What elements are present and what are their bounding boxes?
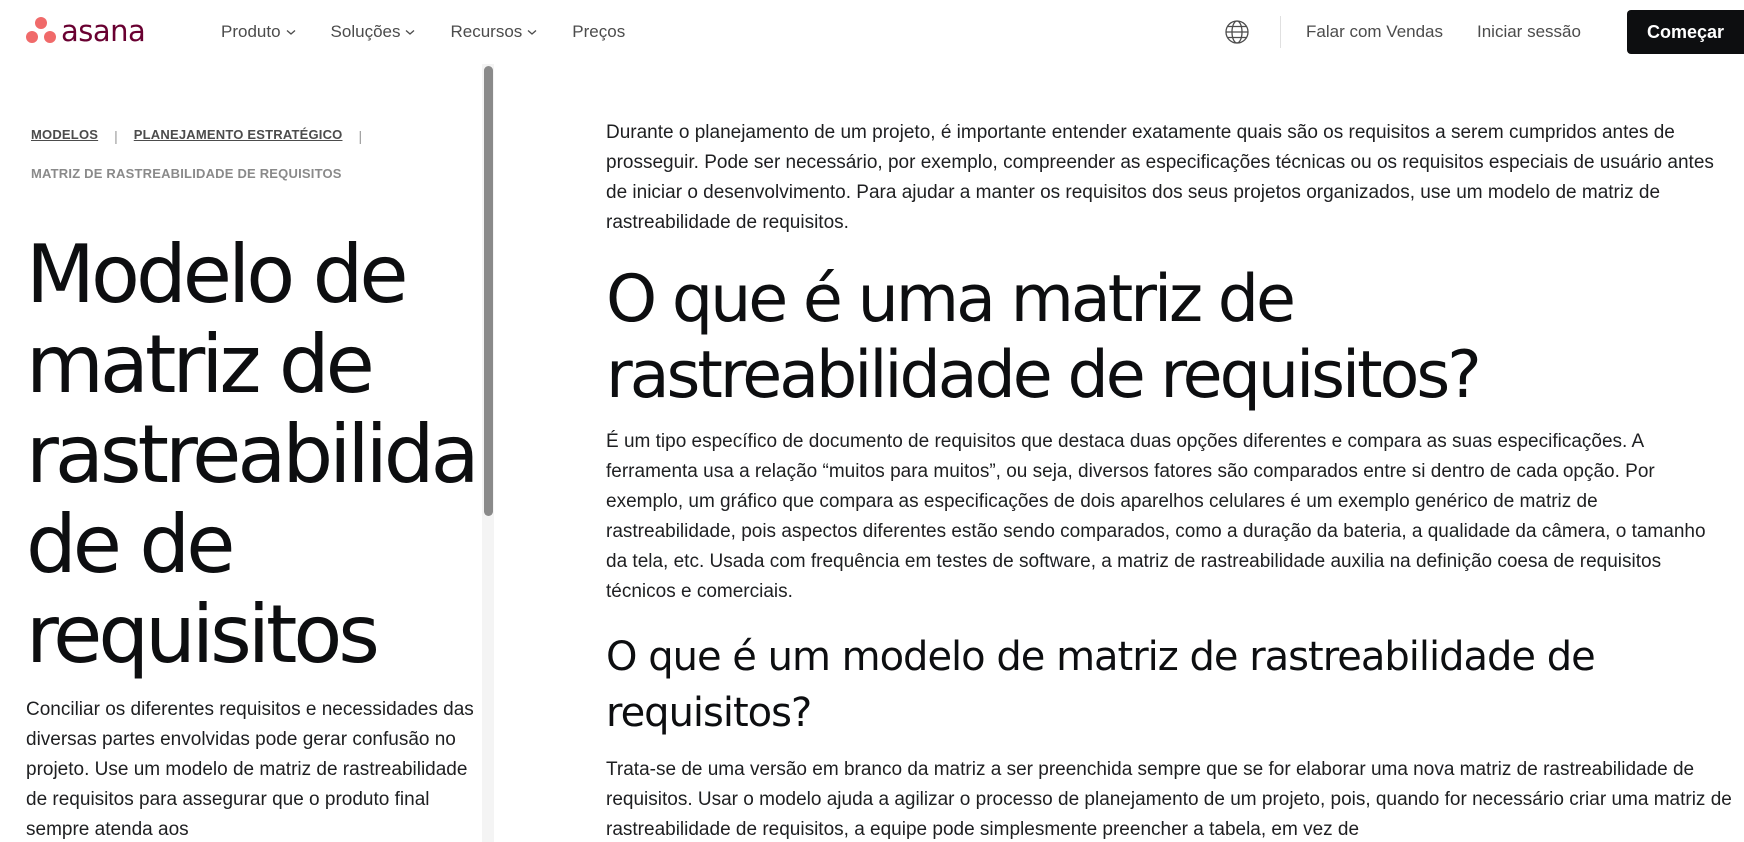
left-sticky-panel (0, 64, 494, 842)
heading-line: O que é uma matriz de (606, 262, 1294, 337)
nav-recursos[interactable] (450, 22, 538, 42)
nav-solucoes[interactable] (331, 22, 417, 42)
chevron-down-icon (404, 26, 416, 38)
page-title-line: de de (26, 498, 232, 591)
globe-icon[interactable] (1224, 19, 1250, 45)
heading-line: O que é um modelo de matriz de rastreabilidade de (606, 634, 1595, 680)
page-title (26, 230, 494, 680)
talk-to-sales-link[interactable]: Falar com Vendas (1306, 22, 1444, 41)
asana-logo[interactable] (26, 14, 146, 48)
chevron-down-icon (526, 26, 538, 38)
lead-paragraph: Conciliar os diferentes requisitos e necessidades das diversas partes envolvidas pode gerar confusão no projeto. Use um modelo de matriz de rastreabilidade de requisitos para assegurar que o produto final sempre atenda aos (26, 699, 474, 840)
intro-paragraph: Durante o planejamento de um projeto, é importante entender exatamente quais são os requisitos a serem cumpridos antes de prosseguir. Pode ser necessário, por exemplo, compreender as especificações técnicas ou os requisitos especiais de usuário antes de iniciar o desenvolvimento. Para ajudar a manter os requisitos dos seus projetos organizados, use um modelo de matriz de rastreabilidade de requisitos. (606, 122, 1714, 233)
get-started-button[interactable]: Começar (1627, 10, 1744, 54)
template-paragraph: Trata-se de uma versão em branco da matriz a ser preenchida sempre que se for elaborar uma nova matriz de rastreabilidade de requisitos. Usar o modelo ajuda a agilizar o processo de planejamento de um projeto, pois, quando for necessário criar uma matriz de rastreabilidade de requisitos, a equipe pode simplesmente preencher a tabela, em vez de (606, 759, 1732, 840)
login-link[interactable]: Iniciar sessão (1477, 22, 1581, 41)
main-content (606, 64, 1736, 842)
section-heading-what-is-matrix (606, 262, 1736, 414)
nav-precos[interactable] (572, 22, 625, 42)
nav-produto-label: Produto (221, 22, 281, 41)
top-navigation-bar (0, 0, 1744, 64)
nav-produto[interactable] (221, 22, 297, 42)
nav-solucoes-label: Soluções (330, 22, 401, 41)
breadcrumb (31, 124, 451, 181)
page-title-line: matriz de (26, 318, 371, 411)
page-title-line: rastreabilida (26, 408, 476, 501)
header-divider (1280, 16, 1281, 48)
nav-precos-label: Preços (572, 22, 626, 41)
section-heading-what-is-template (606, 629, 1736, 741)
nav-recursos-label: Recursos (450, 22, 523, 41)
heading-line: rastreabilidade de requisitos? (606, 338, 1479, 413)
logo-wordmark: asana (61, 14, 146, 48)
heading-line: requisitos? (606, 690, 812, 736)
chevron-down-icon (285, 26, 297, 38)
breadcrumb-current: MATRIZ DE RASTREABILIDADE DE REQUISITOS (31, 166, 342, 181)
breadcrumb-separator: | (358, 128, 363, 144)
main-nav (221, 0, 659, 64)
page-title-line: Modelo de (26, 228, 405, 321)
breadcrumb-separator: | (114, 128, 118, 144)
page-title-line: requisitos (26, 588, 376, 681)
breadcrumb-planejamento-estrategico[interactable]: PLANEJAMENTO ESTRATÉGICO (133, 126, 343, 142)
left-panel-scroll-thumb[interactable] (484, 66, 493, 516)
definition-paragraph: É um tipo específico de documento de requisitos que destaca duas opções diferentes e compara as suas especificações. A ferramenta usa a relação “muitos para muitos”, ou seja, diversos fatores são comparados entre si dentro de cada opção. Por exemplo, um gráfico que compara as especificações de dois aparelhos celulares é um exemplo genérico de matriz de rastreabilidade, pois aspectos diferentes estão sendo comparados, como a duração da bateria, a qualidade da câmera, o tamanho da tela, etc. Usada com frequência em testes de software, a matriz de rastreabilidade auxilia na definição coesa de requisitos técnicos e comerciais. (606, 431, 1706, 602)
breadcrumb-modelos[interactable]: MODELOS (31, 126, 99, 142)
asana-dots-icon (26, 17, 56, 45)
